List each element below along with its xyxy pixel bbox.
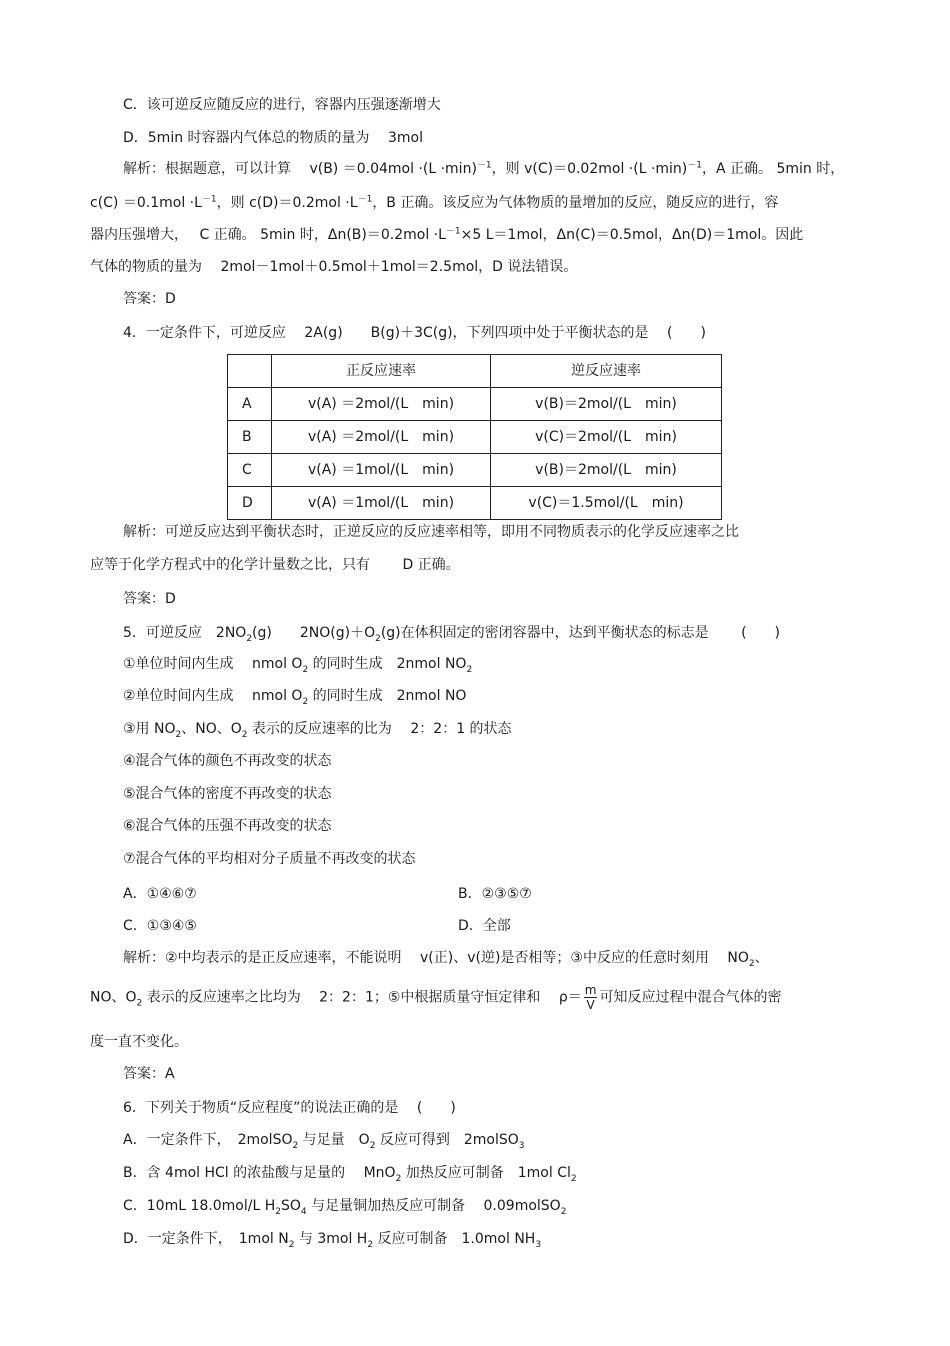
q5-option-d: D．全部	[458, 918, 511, 934]
forward-rate-cell: v(A) ＝1mol/(L min)	[272, 454, 491, 487]
q3-answer: 答案：D	[123, 291, 176, 307]
q6-option-a: A．一定条件下， 2molSO$_2$ 与足量 $O_2$ 反应可得到 2molSO$_3$	[123, 1132, 525, 1151]
q4-analysis-line-2: 应等于化学方程式中的化学计量数之比，只有 D 正确。	[90, 557, 460, 573]
q3-analysis-line-2: $c(C) =0.1mol \cdot L^{-1}$，则 $c(D)=0.2mol \cdot L^{-1}$，B 正确。该反应为气体物质的量增加的反应，随反应的进行，容	[90, 194, 779, 211]
q6-option-c: C．10mL 18.0mol/L $H_2SO_4$ 与足量铜加热反应可制备 0.09molSO$_2$	[123, 1198, 567, 1217]
row-label: C	[228, 454, 272, 487]
table-row	[228, 421, 722, 454]
row-label: D	[228, 487, 272, 520]
reverse-rate-cell: v(C)＝1.5mol/(L min)	[491, 487, 722, 520]
row-label: A	[228, 388, 272, 421]
q5-analysis-line-1: 解析：②中均表示的是正反应速率，不能说明 v(正)、v(逆)是否相等；③中反应的任意时刻用 $NO_2$、	[123, 950, 769, 969]
table-row	[228, 388, 722, 421]
q5-item-4: ④混合气体的颜色不再改变的状态	[123, 753, 332, 769]
forward-rate-cell: v(A) ＝1mol/(L min)	[272, 487, 491, 520]
q5-stem: 5．可逆反应 $2NO_2(g)$ $2NO(g)+O_2(g)$在体积固定的密闭容器中，达到平衡状态的标志是 ( )	[123, 625, 781, 644]
table-header-cell	[228, 355, 272, 388]
q4-rate-table	[227, 354, 722, 520]
q5-item-1: ①单位时间内生成 nmol $O_2$ 的同时生成 2nmol $NO_2$	[123, 656, 473, 675]
q3-analysis-line-3: 器内压强增大， C 正确。 5min 时，$\Delta n(B)=0.2mol \cdot L^{-1}\times 5$ L＝1mol，Δn(C)＝0.5mol，Δn(D)＝1mol。因此	[90, 226, 804, 243]
q6-option-b: B．含 4mol HCl 的浓盐酸与足量的 MnO$_2$ 加热反应可制备 1mol $Cl_2$	[123, 1165, 577, 1184]
q6-stem: 6．下列关于物质“反应程度”的说法正确的是 ( )	[123, 1100, 456, 1116]
q3-analysis-line-4: 气体的物质的量为 2mol－1mol＋0.5mol＋1mol＝2.5mol，D 说法错误。	[90, 259, 578, 275]
q5-option-b: B．②③⑤⑦	[458, 886, 532, 902]
table-row	[228, 454, 722, 487]
q4-stem: 4．一定条件下，可逆反应 2A(g) B(g)＋3C(g)，下列四项中处于平衡状态的是 ( )	[123, 325, 706, 341]
q5-answer: 答案：A	[123, 1066, 175, 1082]
reverse-rate-cell: v(C)＝2mol/(L min)	[491, 421, 722, 454]
density-fraction: $\frac{m}{V}$	[584, 983, 597, 1012]
q3-option-c: C．该可逆反应随反应的进行，容器内压强逐渐增大	[123, 97, 441, 113]
q5-item-3: ③用 $NO_2$、NO、$O_2$ 表示的反应速率的比为 2：2：1 的状态	[123, 721, 512, 740]
q4-analysis-line-1: 解析：可逆反应达到平衡状态时，正逆反应的反应速率相等，即用不同物质表示的化学反应速率之比	[123, 524, 739, 540]
table-header-cell: 逆反应速率	[491, 355, 722, 388]
table-row	[228, 487, 722, 520]
reverse-rate-cell: v(B)＝2mol/(L min)	[491, 454, 722, 487]
q5-analysis-line-2: NO、$O_2$ 表示的反应速率之比均为 2：2：1；⑤中根据质量守恒定律和 ρ＝ $\frac{m}{V}$ 可知反应过程中混合气体的密	[90, 983, 782, 1012]
q6-option-d: D．一定条件下， 1mol $N_2$ 与 3mol $H_2$ 反应可制备 1.0mol $NH_3$	[123, 1231, 542, 1250]
q3-analysis-line-1: 解析：根据题意，可以计算 $v(B) =0.04mol \cdot(L \cdot\min)^{-1}$，则 $v(C)=0.02mol \cdot(L \cdot\min)^{-1}$，A 正确。 5min 时，	[123, 160, 845, 177]
table-header-cell: 正反应速率	[272, 355, 491, 388]
row-label: B	[228, 421, 272, 454]
reverse-rate-cell: v(B)＝2mol/(L min)	[491, 388, 722, 421]
q3-option-d: D．5min 时容器内气体总的物质的量为 3mol	[123, 130, 423, 146]
q5-analysis-line-3: 度一直不变化。	[90, 1034, 188, 1050]
table-header-row	[228, 355, 722, 388]
q5-item-2: ②单位时间内生成 nmol $O_2$ 的同时生成 2nmol NO	[123, 688, 467, 707]
forward-rate-cell: v(A) ＝2mol/(L min)	[272, 388, 491, 421]
q5-option-a: A．①④⑥⑦	[123, 886, 197, 902]
q4-answer: 答案：D	[123, 591, 176, 607]
q5-item-6: ⑥混合气体的压强不再改变的状态	[123, 818, 332, 834]
q5-item-5: ⑤混合气体的密度不再改变的状态	[123, 786, 332, 802]
forward-rate-cell: v(A) ＝2mol/(L min)	[272, 421, 491, 454]
q5-option-c: C．①③④⑤	[123, 918, 197, 934]
q5-item-7: ⑦混合气体的平均相对分子质量不再改变的状态	[123, 851, 416, 867]
